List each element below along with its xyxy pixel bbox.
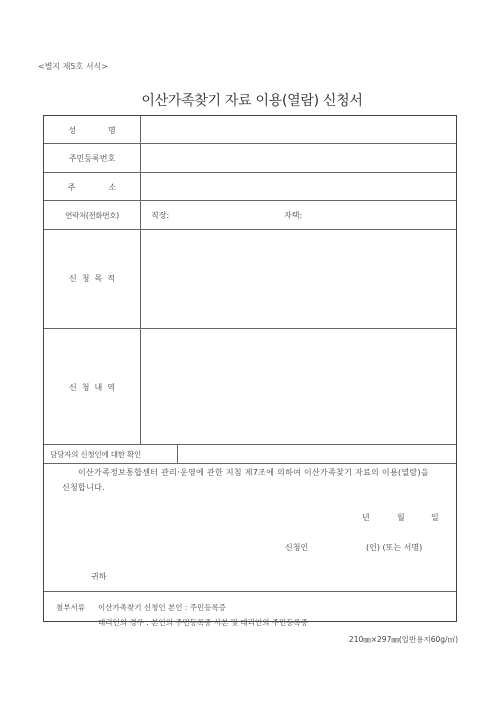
staff-check-field[interactable] <box>178 445 457 463</box>
applicant-label: 신청인 <box>285 543 309 552</box>
attachments-label: 첨부서류 <box>56 603 85 612</box>
seal-label: (인) (또는 서명) <box>366 543 423 552</box>
page-title: 이산가족찾기 자료 이용(열람) 신청서 <box>141 93 363 109</box>
details-field[interactable] <box>141 329 457 444</box>
address-label: 주소 <box>67 183 150 192</box>
name-field[interactable] <box>141 116 457 143</box>
addressee: 귀하 <box>91 572 107 581</box>
address-field[interactable] <box>141 173 457 200</box>
row-divider <box>44 200 456 201</box>
purpose-field[interactable] <box>141 230 457 328</box>
row-divider <box>44 463 456 464</box>
work-phone-label: 직장: <box>151 211 170 220</box>
rrn-label: 주민등록번호 <box>68 154 116 163</box>
staff-check-label: 담당자의 신청인에 대한 확인 <box>50 450 142 459</box>
contact-label: 연락처(전화번호) <box>65 211 119 220</box>
name-label: 성명 <box>68 126 148 135</box>
form-number: <별지 제5호 서식> <box>38 62 108 71</box>
row-divider <box>44 591 456 592</box>
year-label: 년 <box>362 513 370 522</box>
paper-spec: 210㎜×297㎜(일반용지60g/㎡) <box>348 635 458 644</box>
purpose-label: 신청목적 <box>69 274 120 283</box>
attachment-line-2: 대리인의 경우 : 본인의 주민등록증 사본 및 대리인의 주민등록증 <box>98 618 308 627</box>
day-label: 일 <box>431 513 439 522</box>
rrn-field[interactable] <box>141 144 457 172</box>
details-label: 신청내역 <box>69 383 120 392</box>
application-statement: 이산가족정보통합센터 관리·운영에 관한 지침 제7조에 의하여 이산가족찾기 자료의 이용(열람)을 신청합니다. <box>62 468 429 492</box>
attachment-line-1: 이산가족찾기 신청인 본인 : 주민등록증 <box>98 603 226 612</box>
month-label: 월 <box>397 513 405 522</box>
home-phone-label: 자택: <box>284 211 303 220</box>
application-form <box>43 115 457 627</box>
